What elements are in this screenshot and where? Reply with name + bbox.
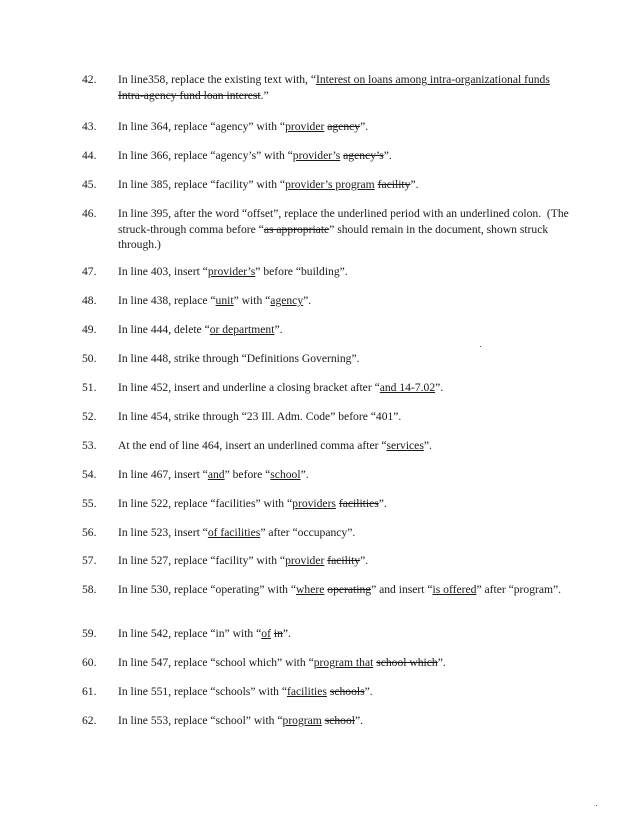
- item-text: [118, 264, 570, 280]
- text-run: In line 366, replace “agency’s” with “: [118, 149, 293, 162]
- item-text: [118, 525, 570, 541]
- item-text: [118, 409, 570, 425]
- struck-text: facilities: [338, 497, 379, 510]
- item-text: [118, 496, 570, 512]
- item-text: [118, 684, 570, 700]
- text-run: In line 542, replace “in” with “: [118, 627, 262, 640]
- item-number: 49.: [82, 323, 97, 336]
- inserted-text: and: [207, 468, 225, 481]
- item-text: [118, 177, 570, 193]
- text-run: In line 551, replace “schools” with “: [118, 685, 288, 698]
- text-run: ”.: [354, 714, 364, 727]
- item-number: 42.: [82, 73, 97, 86]
- struck-text: facility: [377, 178, 411, 191]
- item-text: [118, 148, 570, 164]
- scan-speck: [596, 805, 597, 806]
- item-text: [118, 553, 570, 569]
- item-number: 60.: [82, 656, 97, 669]
- inserted-text: facilities: [287, 685, 327, 698]
- struck-text: agency: [327, 120, 361, 133]
- item-number: 44.: [82, 149, 97, 162]
- item-number: 51.: [82, 381, 97, 394]
- item-number: 46.: [82, 207, 97, 220]
- item-number: 56.: [82, 526, 97, 539]
- text-run: ”.: [364, 685, 373, 698]
- item-text: [118, 206, 570, 253]
- text-run: In line 452, insert and underline a closing bracket after “: [118, 381, 380, 394]
- inserted-text: where: [296, 583, 325, 596]
- text-run: ”.: [435, 381, 444, 394]
- text-run: ”.: [410, 178, 419, 191]
- item-text: [118, 582, 570, 598]
- text-run: ”.: [303, 294, 312, 307]
- struck-text: Intra-agency fund loan interest: [118, 88, 261, 102]
- item-text: [118, 467, 570, 483]
- inserted-text: of: [261, 627, 271, 640]
- text-run: ” after “occupancy”.: [260, 526, 356, 539]
- struck-text: facility: [327, 554, 361, 567]
- text-run: [550, 73, 553, 86]
- text-run: At the end of line 464, insert an underlined comma after “: [118, 439, 387, 452]
- inserted-text: Interest on loans among intra-organizational funds: [316, 73, 550, 86]
- inserted-text: provider’s: [292, 149, 341, 162]
- item-number: 45.: [82, 178, 97, 191]
- text-run: ”.: [437, 656, 446, 669]
- inserted-text: program that: [313, 656, 374, 669]
- text-run: In line 364, replace “agency” with “: [118, 120, 286, 133]
- text-run: ” before “building”.: [255, 265, 348, 278]
- text-run: In line 527, replace “facility” with “: [118, 554, 286, 567]
- text-run: ”.: [383, 149, 392, 162]
- item-number: 53.: [82, 439, 97, 452]
- text-run: In line 523, insert “: [118, 526, 208, 539]
- inserted-text: services: [386, 439, 424, 452]
- item-number: 58.: [82, 583, 97, 596]
- inserted-text: is offered: [432, 583, 477, 596]
- inserted-text: providers: [292, 497, 336, 510]
- text-run: In line 385, replace “facility” with “: [118, 178, 286, 191]
- struck-text: agency’s: [343, 149, 384, 162]
- item-text: [118, 293, 570, 309]
- text-run: In line 438, replace “: [118, 294, 216, 307]
- text-run: In line358, replace the existing text with, “: [118, 73, 316, 86]
- struck-text: as appropriate: [263, 222, 330, 236]
- inserted-text: provider: [285, 120, 325, 133]
- struck-text: school which: [376, 656, 438, 669]
- text-run: In line 467, insert “: [118, 468, 208, 481]
- text-run: ” before “: [224, 468, 271, 481]
- item-number: 52.: [82, 410, 97, 423]
- item-number: 61.: [82, 685, 97, 698]
- text-run: ” with “: [233, 294, 271, 307]
- item-number: 54.: [82, 468, 97, 481]
- text-run: In line 530, replace “operating” with “: [118, 583, 297, 596]
- item-number: 47.: [82, 265, 97, 278]
- struck-text: schools: [329, 685, 365, 698]
- scan-speck: [480, 346, 481, 347]
- text-run: ”.: [300, 468, 309, 481]
- item-text: [118, 713, 570, 729]
- item-text: [118, 438, 570, 454]
- inserted-text: agency: [270, 294, 304, 307]
- text-run: ”.: [360, 120, 369, 133]
- text-run: ” and insert “: [371, 583, 433, 596]
- inserted-text: school: [270, 468, 301, 481]
- item-number: 62.: [82, 714, 97, 727]
- struck-text: in: [273, 627, 283, 640]
- text-run: .”: [260, 88, 269, 102]
- text-run: ” should remain in the document, shown struck through.): [118, 222, 552, 251]
- text-run: In line 522, replace “facilities” with “: [118, 497, 293, 510]
- item-text: [118, 380, 570, 396]
- inserted-text: of facilities: [207, 526, 261, 539]
- inserted-text: and 14-7.02: [379, 381, 436, 394]
- struck-text: school: [324, 714, 355, 727]
- item-text: [118, 72, 570, 103]
- text-run: ”.: [378, 497, 387, 510]
- text-run: In line 448, strike through “Definitions Governing”.: [118, 352, 360, 365]
- item-text: [118, 655, 570, 671]
- text-run: In line 444, delete “: [118, 323, 210, 336]
- text-run: ”.: [274, 323, 283, 336]
- inserted-text: program: [282, 714, 322, 727]
- item-number: 48.: [82, 294, 97, 307]
- item-number: 55.: [82, 497, 97, 510]
- inserted-text: provider’s program: [285, 178, 375, 191]
- struck-text: operating: [327, 583, 372, 596]
- text-run: ”.: [282, 627, 291, 640]
- text-run: ”.: [423, 439, 432, 452]
- inserted-text: or department: [209, 323, 275, 336]
- text-run: In line 547, replace “school which” with “: [118, 656, 314, 669]
- text-run: ” after “program”.: [476, 583, 562, 596]
- item-number: 57.: [82, 554, 97, 567]
- item-number: 50.: [82, 352, 97, 365]
- item-text: [118, 119, 570, 135]
- text-run: In line 395, after the word “offset”, replace the underlined period with an underlined colon. (The struck-through comma before “: [118, 207, 572, 236]
- item-number: 59.: [82, 627, 97, 640]
- item-text: [118, 626, 570, 642]
- text-run: ”.: [360, 554, 369, 567]
- item-number: 43.: [82, 120, 97, 133]
- inserted-text: provider’s: [207, 265, 256, 278]
- text-run: In line 454, strike through “23 Ill. Adm. Code” before “401”.: [118, 410, 402, 423]
- inserted-text: unit: [215, 294, 234, 307]
- text-run: In line 403, insert “: [118, 265, 208, 278]
- text-run: In line 553, replace “school” with “: [118, 714, 283, 727]
- inserted-text: provider: [285, 554, 325, 567]
- item-text: [118, 351, 570, 367]
- item-text: [118, 322, 570, 338]
